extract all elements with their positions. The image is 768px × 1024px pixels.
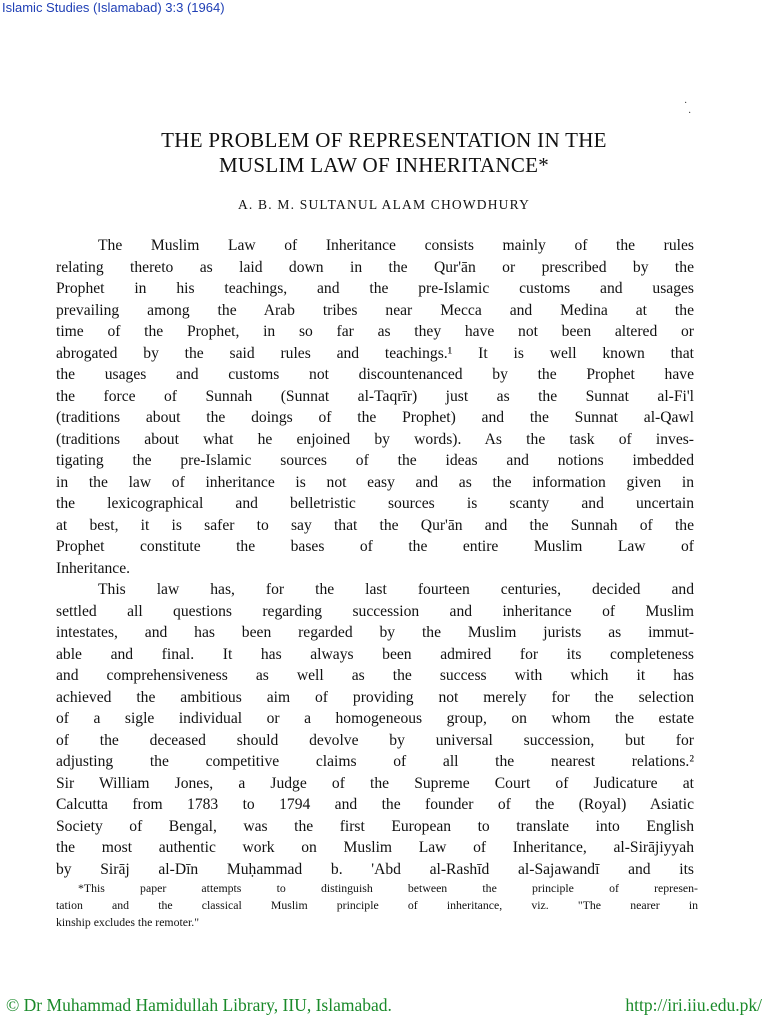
body-line: the lexicographical and belletristic sources is scanty and uncertain <box>56 495 694 512</box>
body-line: (traditions about what he enjoined by words). As the task of inves- <box>56 430 694 448</box>
scan-speck: · <box>684 98 688 109</box>
body-line: Sir William Jones, a Judge of the Supreme Court of Judicature at <box>56 774 694 792</box>
body-line: in the law of inheritance is not easy and as the information given in <box>56 473 694 491</box>
body-line: adjusting the competitive claims of all the nearest relations.² <box>56 753 694 770</box>
body-line: relating thereto as laid down in the Qur'ān or prescribed by the <box>56 258 694 276</box>
footnote <box>56 880 698 931</box>
article-author: A. B. M. SULTANUL ALAM CHOWDHURY <box>237 197 531 212</box>
article-body <box>56 235 694 880</box>
scan-speck: · <box>688 108 692 119</box>
body-line: at best, it is safer to say that the Qur'ān and the Sunnah of the <box>56 516 694 534</box>
footnote-line: *This paper attempts to distinguish between the principle of represen- <box>78 881 698 895</box>
body-line: the most authentic work on Muslim Law of Inheritance, al-Sirājiyyah <box>56 839 694 856</box>
journal-reference: Islamic Studies (Islamabad) 3:3 (1964) <box>2 0 225 15</box>
body-line: (traditions about the doings of the Prophet) and the Sunnat al-Qawl <box>56 409 694 426</box>
article-title <box>60 128 708 178</box>
body-line: Prophet constitute the bases of the entire Muslim Law of <box>56 538 694 555</box>
body-line: able and final. It has always been admired for its completeness <box>56 645 694 663</box>
body-line: Prophet in his teachings, and the pre-Islamic customs and usages <box>56 280 694 297</box>
body-line: tigating the pre-Islamic sources of the ideas and notions imbedded <box>56 452 694 469</box>
body-line: and comprehensiveness as well as the success with which it has <box>56 667 694 684</box>
title-line: THE PROBLEM OF REPRESENTATION IN THE <box>161 128 607 152</box>
body-line: of the deceased should devolve by universal succession, but for <box>56 731 694 749</box>
footnote-line: kinship excludes the remoter." <box>56 915 200 929</box>
footer-url-link[interactable]: http://iri.iiu.edu.pk/ <box>625 995 762 1015</box>
body-line: the usages and customs not discountenanced by the Prophet have <box>56 366 694 383</box>
library-credit: © Dr Muhammad Hamidullah Library, IIU, Islamabad. <box>6 995 392 1015</box>
body-line: abrogated by the said rules and teachings.¹ It is well known that <box>56 344 694 362</box>
body-line: intestates, and has been regarded by the Muslim jurists as immut- <box>56 624 694 641</box>
body-line: of a sigle individual or a homogeneous group, on whom the estate <box>56 710 694 727</box>
body-line: The Muslim Law of Inheritance consists mainly of the rules <box>98 237 694 254</box>
body-line: time of the Prophet, in so far as they have not been altered or <box>56 323 694 340</box>
body-line: This law has, for the last fourteen centuries, decided and <box>98 581 694 598</box>
body-line: prevailing among the Arab tribes near Mecca and Medina at the <box>56 301 694 319</box>
body-line: the force of Sunnah (Sunnat al-Taqrīr) just as the Sunnat al-Fi'l <box>56 387 694 405</box>
title-line: MUSLIM LAW OF INHERITANCE* <box>218 153 550 177</box>
body-line: Inheritance. <box>56 559 131 577</box>
footnote-line: tation and the classical Muslim principle of inheritance, viz. "The nearer in <box>56 898 698 912</box>
body-line: Calcutta from 1783 to 1794 and the founder of the (Royal) Asiatic <box>56 796 694 813</box>
body-line: achieved the ambitious aim of providing not merely for the selection <box>56 688 694 706</box>
body-line: settled all questions regarding succession and inheritance of Muslim <box>56 602 694 620</box>
body-line: by Sirāj al-Dīn Muḥammad b. 'Abd al-Rashīd al-Sajawandī and its <box>56 860 694 878</box>
body-line: Society of Bengal, was the first European to translate into English <box>56 817 694 835</box>
